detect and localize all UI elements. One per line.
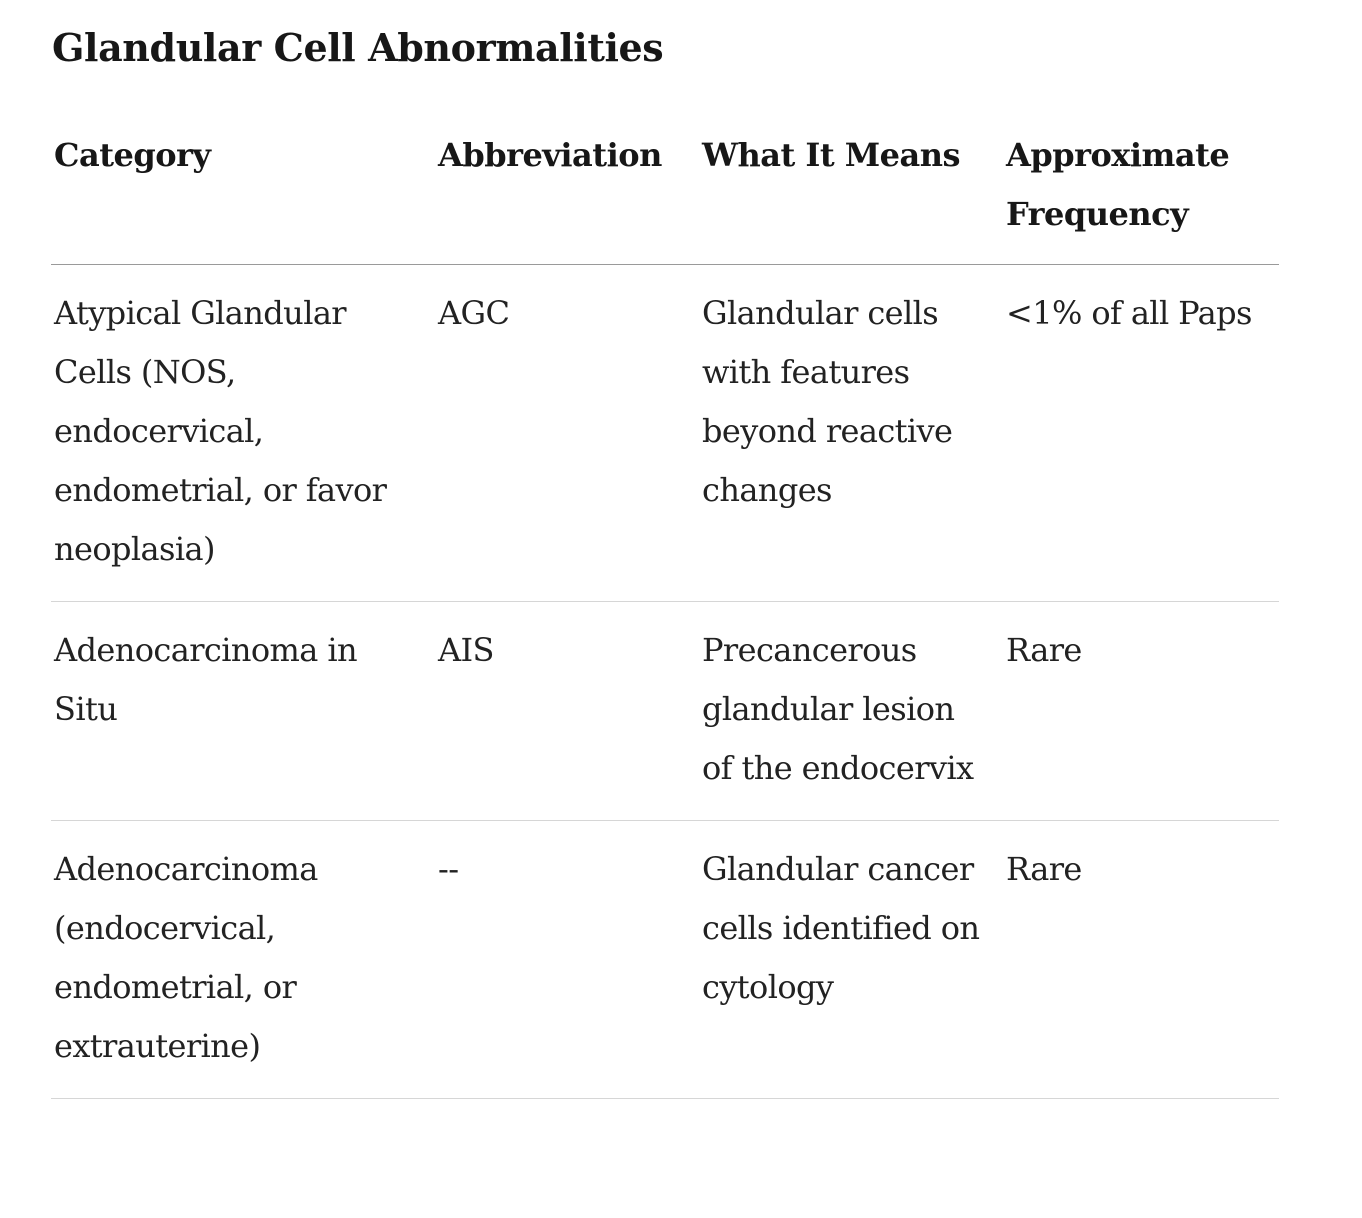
column-header-meaning: What It Means [699, 126, 1003, 265]
column-header-frequency: Approximate Frequency [1003, 126, 1279, 265]
cell-meaning: Glandular cancer cells identified on cytology [699, 821, 1003, 1099]
cell-category: Adenocarcinoma (endocervical, endometrial, or extrauterine) [51, 821, 435, 1099]
cell-category: Adenocarcinoma in Situ [51, 602, 435, 821]
column-header-category: Category [51, 126, 435, 265]
cell-abbreviation: AGC [435, 265, 699, 602]
cell-frequency: <1% of all Paps [1003, 265, 1279, 602]
cell-abbreviation: -- [435, 821, 699, 1099]
section-heading: Glandular Cell Abnormalities [52, 25, 664, 70]
cell-frequency: Rare [1003, 821, 1279, 1099]
cell-meaning: Glandular cells with features beyond reactive changes [699, 265, 1003, 602]
column-header-abbreviation: Abbreviation [435, 126, 699, 265]
table-row [51, 821, 1279, 1099]
cell-category: Atypical Glandular Cells (NOS, endocervical, endometrial, or favor neoplasia) [51, 265, 435, 602]
glandular-abnormalities-table [51, 126, 1279, 1099]
cell-meaning: Precancerous glandular lesion of the endocervix [699, 602, 1003, 821]
table-header [51, 126, 1279, 265]
table-row [51, 602, 1279, 821]
header-row [51, 126, 1279, 265]
cell-frequency: Rare [1003, 602, 1279, 821]
table-body [51, 265, 1279, 1099]
table-row [51, 265, 1279, 602]
cell-abbreviation: AIS [435, 602, 699, 821]
